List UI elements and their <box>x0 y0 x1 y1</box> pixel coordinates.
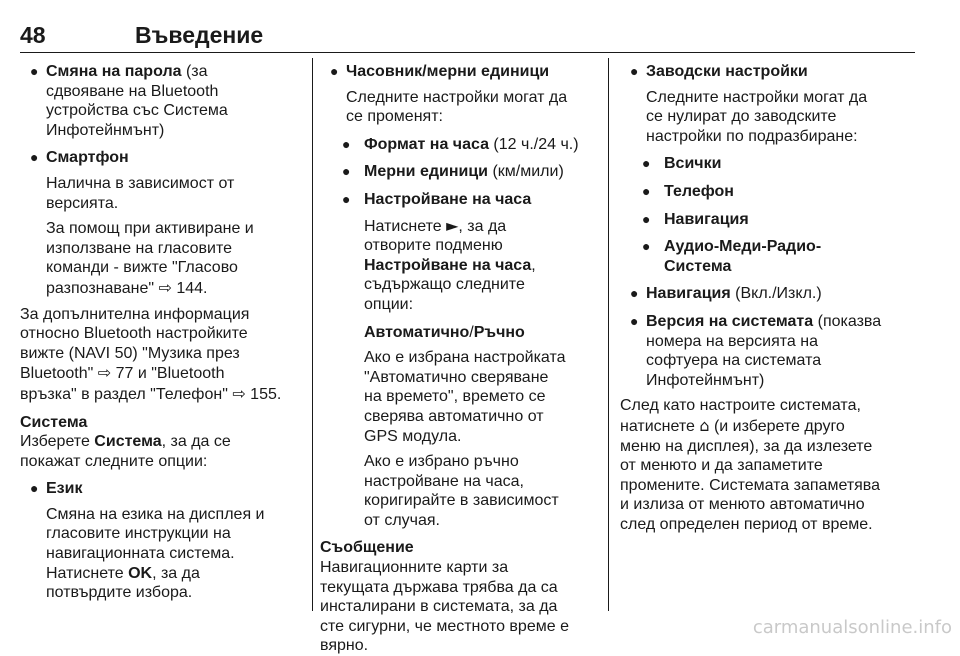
bullet-icon: ● <box>630 63 639 79</box>
column-divider-2 <box>608 58 609 611</box>
bullet-icon: ● <box>330 63 339 79</box>
chapter-title: Въведение <box>135 22 264 48</box>
page-reference: 155. <box>245 385 282 403</box>
section-system: Система Изберете Система, за да се покажат следните опции: <box>20 413 305 472</box>
info-paragraph: За допълнителна информация относно Bluetooth настройките вижте (NAVI 50) "Музика през Bluetooth" ⇨ 77 и "Bluetooth връзка" в раздел "Телефон" ⇨ 155. <box>20 305 282 403</box>
page-header <box>20 22 915 52</box>
bullet-icon: ● <box>342 135 351 152</box>
ok-button-label: OK <box>128 564 153 582</box>
bullet-icon: ● <box>642 238 651 255</box>
page-ref-arrow-icon: ⇨ <box>158 277 172 297</box>
list-item-clock: ● Часовник/мерни единици Следните настройки могат да се променят: <box>320 62 600 127</box>
section-heading: Система <box>20 413 88 431</box>
page-ref-arrow-icon: ⇨ <box>232 383 246 403</box>
page-number: 48 <box>20 22 46 48</box>
bullet-icon: ● <box>30 149 39 166</box>
item-title: Смяна на парола <box>46 63 182 80</box>
sub-item-set-time: ● Настройване на часа Натиснете ►, за да отворите подменю Настройване на часа, съдържащо следните опции: Автоматично/Ръчно Ако е избрана настройката "Автоматично сверяване на времето", времето се сверява автоматично от GPS модула. Ако е избрано ръчно настройване на часа, коригирайте в зависимост от случая. <box>320 190 600 531</box>
column-1 <box>20 62 305 603</box>
section-message: Съобщение Навигационните карти за текущата държава трябва да са инсталирани в системата, за да сте сигурни, че местното време е вярно. <box>320 538 600 656</box>
sub-item-navigation: ● Навигация <box>642 210 749 228</box>
bullet-icon: ● <box>642 182 651 199</box>
list-item-password: ● Смяна на парола (за сдвояване на Bluetooth устройства със Система Инфотейнмънт) <box>30 63 228 139</box>
bullet-icon: ● <box>642 210 651 227</box>
list-item-language: ● Език Смяна на езика на дисплея и гласовите инструкции на навигационната система. Натиснете OK, за да потвърдите избора. <box>20 479 305 603</box>
bullet-icon: ● <box>630 285 639 302</box>
list-item-version: ● Версия на системата (показва номера на версията на софтуера на системата Инфотейнмънт) <box>630 312 882 389</box>
item-title: Език <box>46 480 83 498</box>
play-arrow-icon: ► <box>446 215 459 235</box>
page-reference: 77 и "Bluetooth <box>111 365 225 383</box>
column-3 <box>620 62 910 534</box>
bullet-icon: ● <box>342 190 351 207</box>
section-heading: Съобщение <box>320 539 414 557</box>
column-divider-1 <box>312 58 313 611</box>
sub-item-phone: ● Телефон <box>642 182 734 200</box>
watermark: carmanualsonline.info <box>752 617 952 638</box>
bullet-icon: ● <box>642 155 651 172</box>
list-item-navigation: ● Навигация (Вкл./Изкл.) <box>630 285 822 303</box>
page-reference: 144. <box>171 279 208 297</box>
item-title: Часовник/мерни единици <box>346 63 550 80</box>
bullet-icon: ● <box>630 312 639 329</box>
sub-item-time-format: ● Формат на часа (12 ч./24 ч.) <box>342 135 579 153</box>
header-rule <box>20 52 915 53</box>
column-2 <box>320 62 600 656</box>
item-title: Настройване на часа <box>364 190 532 208</box>
home-icon: ⌂ <box>699 415 710 435</box>
after-paragraph: След като настроите системата, натиснете ⌂ (и изберете друго меню на дисплея), за да излезете от менюто и да запаметите промените. Системата запаметява и излиза от менюто автоматично след определен период от време. <box>620 397 881 533</box>
item-title: Заводски настройки <box>646 63 808 80</box>
bullet-icon: ● <box>30 480 39 497</box>
sub-item-all: ● Всички <box>642 155 722 173</box>
bullet-icon: ● <box>342 163 351 180</box>
sub-item-units: ● Мерни единици (км/мили) <box>342 163 564 181</box>
bullet-icon: ● <box>30 63 39 79</box>
page-ref-arrow-icon: ⇨ <box>97 363 112 383</box>
list-item-smartphone: ● Смартфон Налична в зависимост от версията. За помощ при активиране и използване на гласовите команди - вижте "Гласово разпознаване" ⇨ 144. <box>20 148 305 298</box>
list-item-factory: ● Заводски настройки Следните настройки могат да се нулират до заводските настройки по подразбиране: <box>620 62 910 146</box>
item-title: Смартфон <box>46 149 129 167</box>
sub-item-audio: ● Аудио-Меди-Радио- Система <box>642 238 822 275</box>
